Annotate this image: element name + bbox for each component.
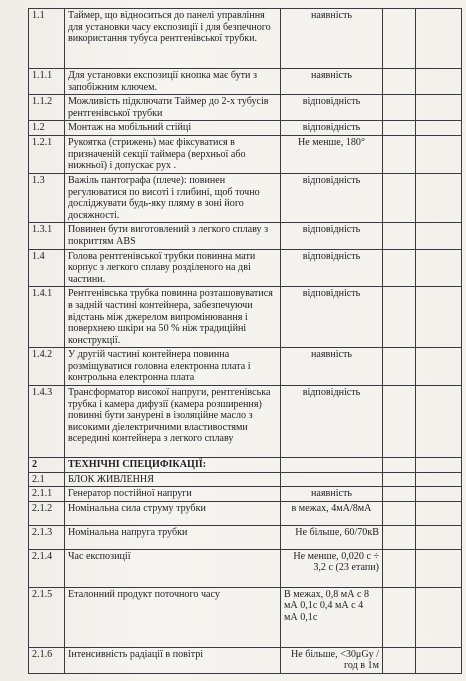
item-requirement-value: наявність [281,69,383,95]
empty-cell [416,501,462,525]
item-description: Рукоятка (стрижень) має фіксуватися в призначеній секції таймера (верхньої або нижньої) і допускає рух . [65,135,281,173]
item-requirement-value: В межах, 0,8 мА с 8 мА 0,1с 0,4 мА с 4 мА 0,1с [281,587,383,647]
item-number: 2 [29,458,65,473]
item-requirement-value: відповідність [281,386,383,458]
table-row [29,458,462,473]
table-row [29,287,462,348]
empty-cell [383,348,416,386]
item-number: 2.1.1 [29,487,65,502]
table-row [29,348,462,386]
empty-cell [383,121,416,136]
item-description: Генератор постійної напруги [65,487,281,502]
table-row [29,525,462,549]
item-number: 1.4.2 [29,348,65,386]
item-number: 1.4.1 [29,287,65,348]
empty-cell [416,549,462,587]
item-description: Час експозиції [65,549,281,587]
item-description: Трансформатор високої напруги, рентгенівська трубка і камера дифузії (камера розширення) повинні бути занурені в ізоляційне масло з високими діелектричними властивостями всередині контейнера з легкого сплаву [65,386,281,458]
item-number: 2.1.3 [29,525,65,549]
table-row [29,386,462,458]
specification-table-body [29,9,462,674]
item-description: Монтаж на мобільний стійці [65,121,281,136]
item-requirement-value: відповідність [281,95,383,121]
item-description: Рентгенівська трубка повинна розташовуватися в задній частині контейнера, забезпечуючи відстань між джерелом випромінювання і поверхнею шкіри на 50 % ніж традиційні конструкції. [65,287,281,348]
empty-cell [416,287,462,348]
item-number: 2.1.6 [29,647,65,673]
table-row [29,587,462,647]
empty-cell [383,95,416,121]
table-row [29,249,462,287]
item-description: Еталонний продукт поточного часу [65,587,281,647]
table-row [29,487,462,502]
item-description: ТЕХНІЧНІ СПЕЦИФІКАЦІЇ: [65,458,281,473]
empty-cell [416,348,462,386]
table-row [29,135,462,173]
item-description: Інтенсивність радіації в повітрі [65,647,281,673]
empty-cell [416,223,462,249]
item-requirement-value [281,472,383,487]
empty-cell [383,386,416,458]
item-number: 2.1.4 [29,549,65,587]
table-row [29,647,462,673]
item-number: 2.1 [29,472,65,487]
item-number: 1.3.1 [29,223,65,249]
empty-cell [383,9,416,69]
item-requirement-value: відповідність [281,287,383,348]
item-description: Повинен бути виготовлений з легкого сплаву з покриттям ABS [65,223,281,249]
empty-cell [383,69,416,95]
table-row [29,472,462,487]
empty-cell [383,472,416,487]
item-requirement-value: Не більше, 60/70кВ [281,525,383,549]
empty-cell [383,587,416,647]
item-requirement-value: наявність [281,487,383,502]
empty-cell [383,458,416,473]
item-number: 1.4 [29,249,65,287]
empty-cell [416,458,462,473]
item-requirement-value: Не менше, 180° [281,135,383,173]
item-number: 1.1.1 [29,69,65,95]
item-requirement-value: відповідність [281,223,383,249]
table-row [29,223,462,249]
item-description: Важіль пантографа (плече): повинен регулюватися по висоті і глибині, щоб точно досліджувати будь-яку пляму в зоні його досяжності. [65,173,281,222]
item-description: Номінальна сила струму трубки [65,501,281,525]
item-description: Таймер, що відноситься до панелі управління для установки часу експозиції і для безпечного використання тубуса рентгенівської трубки. [65,9,281,69]
empty-cell [383,287,416,348]
item-description: БЛОК ЖИВЛЕННЯ [65,472,281,487]
empty-cell [416,487,462,502]
item-number: 1.4.3 [29,386,65,458]
item-number: 1.1 [29,9,65,69]
empty-cell [383,525,416,549]
item-description: Номінальна напруга трубки [65,525,281,549]
empty-cell [383,135,416,173]
empty-cell [416,135,462,173]
table-row [29,173,462,222]
empty-cell [416,249,462,287]
empty-cell [416,472,462,487]
item-requirement-value: в межах, 4мА/8мА [281,501,383,525]
empty-cell [416,121,462,136]
empty-cell [416,95,462,121]
item-description: Можливість підключати Таймер до 2-х тубусів рентгенівської трубки [65,95,281,121]
item-requirement-value: наявність [281,9,383,69]
item-requirement-value: Не більше, <30μGy / год в 1м [281,647,383,673]
empty-cell [383,647,416,673]
item-number: 1.3 [29,173,65,222]
empty-cell [416,386,462,458]
item-number: 2.1.2 [29,501,65,525]
item-number: 1.1.2 [29,95,65,121]
empty-cell [383,549,416,587]
item-description: Голова рентгенівської трубки повинна мати корпус з легкого сплаву розділеного на дві частини. [65,249,281,287]
item-requirement-value: відповідність [281,173,383,222]
table-row [29,95,462,121]
table-row [29,121,462,136]
item-requirement-value: Не менше, 0,020 с ÷ 3,2 с (23 етапи) [281,549,383,587]
empty-cell [416,9,462,69]
table-row [29,501,462,525]
table-row [29,9,462,69]
empty-cell [416,69,462,95]
empty-cell [383,487,416,502]
item-requirement-value [281,458,383,473]
item-requirement-value: відповідність [281,121,383,136]
item-requirement-value: наявність [281,348,383,386]
item-number: 1.2.1 [29,135,65,173]
empty-cell [383,249,416,287]
table-row [29,69,462,95]
empty-cell [416,647,462,673]
empty-cell [416,525,462,549]
empty-cell [416,587,462,647]
empty-cell [383,223,416,249]
table-row [29,549,462,587]
item-description: Для установки експозиції кнопка має бути з запобіжним ключем. [65,69,281,95]
empty-cell [383,501,416,525]
item-number: 1.2 [29,121,65,136]
empty-cell [416,173,462,222]
specification-table [28,8,462,674]
item-requirement-value: відповідність [281,249,383,287]
item-description: У другій частині контейнера повинна розміщуватися головна електронна плата і контрольна електронна плата [65,348,281,386]
item-number: 2.1.5 [29,587,65,647]
empty-cell [383,173,416,222]
